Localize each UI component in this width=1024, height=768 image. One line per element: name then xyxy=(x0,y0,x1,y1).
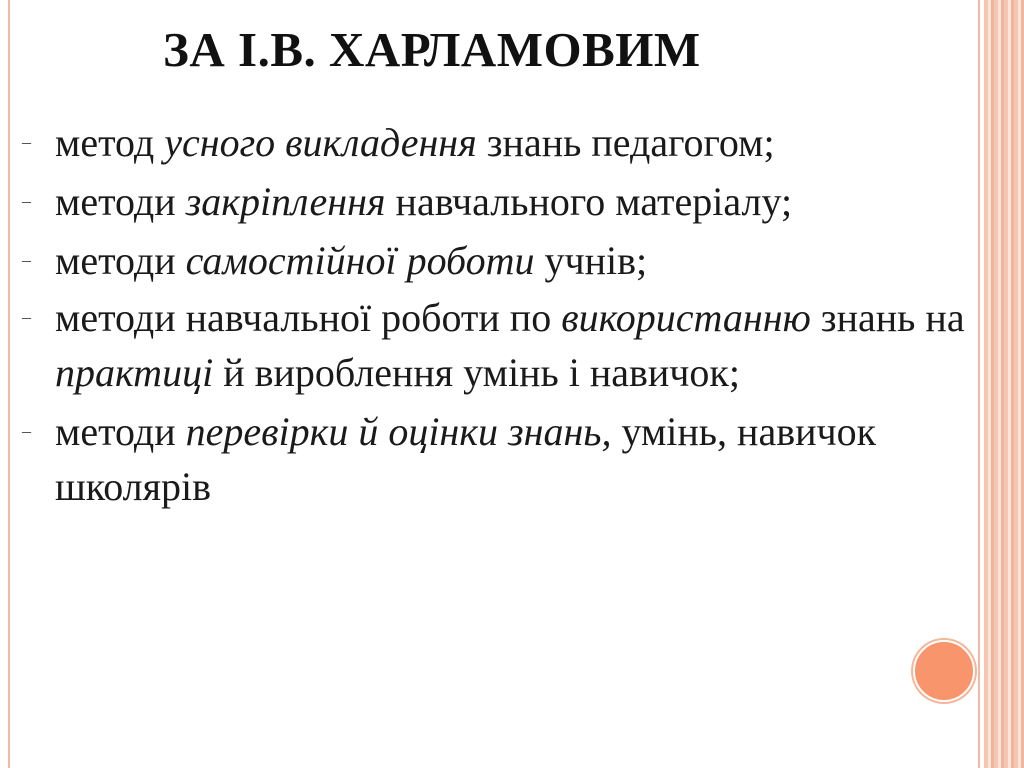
item-text: й вироблення умінь і навичок; xyxy=(213,350,740,395)
item-italic-text: перевірки й оцінки знань, xyxy=(185,409,612,454)
item-text: учнів; xyxy=(534,238,648,283)
bullet-dash: – xyxy=(22,132,31,152)
item-italic-text: практиці xyxy=(55,350,214,395)
frame-right-line xyxy=(978,0,980,768)
frame-left-line xyxy=(8,0,10,768)
item-text: метод xyxy=(55,120,165,165)
item-text: методи навчальної роботи по xyxy=(55,295,562,340)
item-text: знань педагогом; xyxy=(476,120,775,165)
item-text: методи xyxy=(55,409,186,454)
item-text: методи xyxy=(55,179,186,224)
decorative-stripes xyxy=(984,0,1024,768)
item-text: навчального матеріалу; xyxy=(385,179,793,224)
item-italic-text: використанню xyxy=(561,295,811,340)
item-italic-text: закріплення xyxy=(185,179,386,224)
bullet-dash: – xyxy=(22,421,31,441)
item-italic-text: усного викладення xyxy=(164,120,477,165)
item-text: знань на xyxy=(810,295,965,340)
list-item-oral-presentation xyxy=(22,115,972,170)
list-item-assessment xyxy=(22,404,972,514)
bullet-dash: – xyxy=(22,191,31,211)
bullet-dash: – xyxy=(22,250,31,270)
list-item-independent-work xyxy=(22,233,972,288)
slide-title: ЗА І.В. ХАРЛАМОВИМ xyxy=(163,22,701,77)
methods-list xyxy=(22,115,972,518)
item-text: методи xyxy=(55,238,186,283)
list-item-consolidation xyxy=(22,174,972,229)
item-text: умінь, навичок школярів xyxy=(55,409,877,509)
decorative-circle xyxy=(913,640,975,702)
bullet-dash: – xyxy=(22,307,31,327)
item-italic-text: самостійної роботи xyxy=(185,238,535,283)
list-item-practical-application xyxy=(22,290,972,400)
